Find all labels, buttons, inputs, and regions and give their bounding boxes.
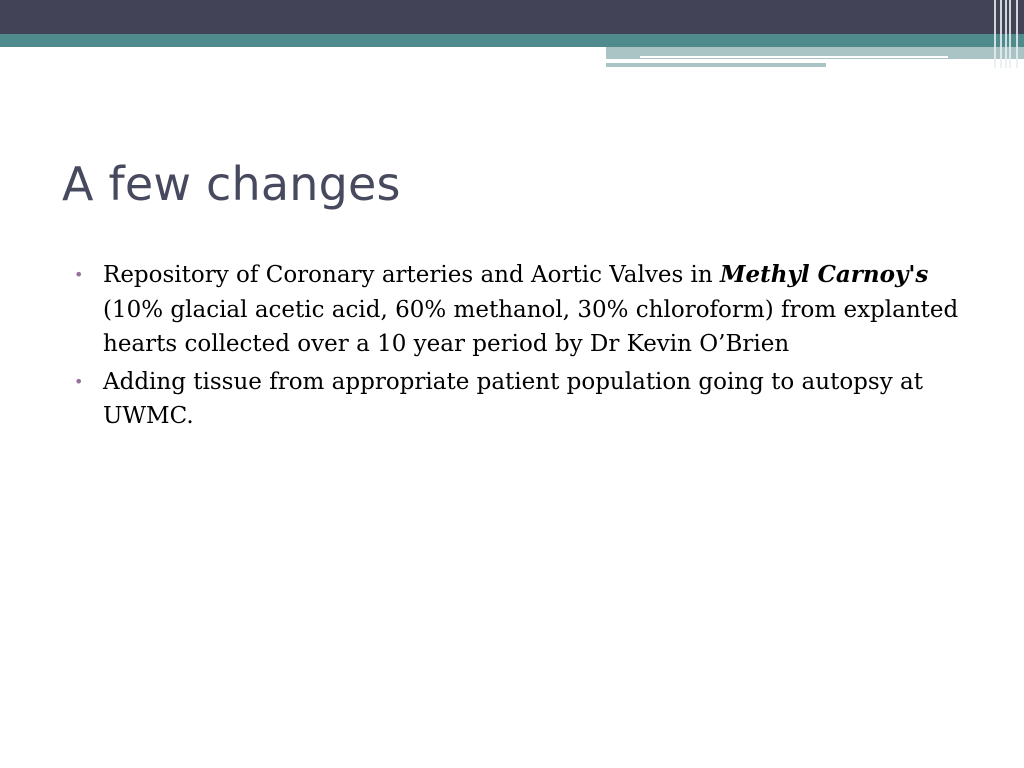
- header-teal-band: [0, 34, 1024, 47]
- bullet-icon: •: [74, 265, 84, 284]
- bullet-text: Adding tissue from appropriate patient population going to autopsy at UWMC.: [103, 368, 923, 429]
- bullet-text-start: Repository of Coronary arteries and Aortic Valves in: [103, 262, 721, 288]
- bullet-list: [74, 258, 974, 437]
- bullet-item-autopsy: [74, 365, 974, 434]
- header-stripes: [990, 0, 1024, 68]
- header-light-band-thin: [606, 63, 826, 67]
- bullet-text-end: (10% glacial acetic acid, 60% methanol, 30% chloroform) from explanted hearts collected over a 10 year period by Dr Kevin O’Brien: [103, 296, 959, 357]
- bullet-emphasis: Methyl Carnoy's: [720, 261, 929, 288]
- slide-title: A few changes: [62, 157, 401, 211]
- header-dark-band: [0, 0, 1024, 34]
- header-white-line: [640, 56, 948, 58]
- bullet-icon: •: [74, 371, 84, 391]
- bullet-item-repository: [74, 258, 974, 362]
